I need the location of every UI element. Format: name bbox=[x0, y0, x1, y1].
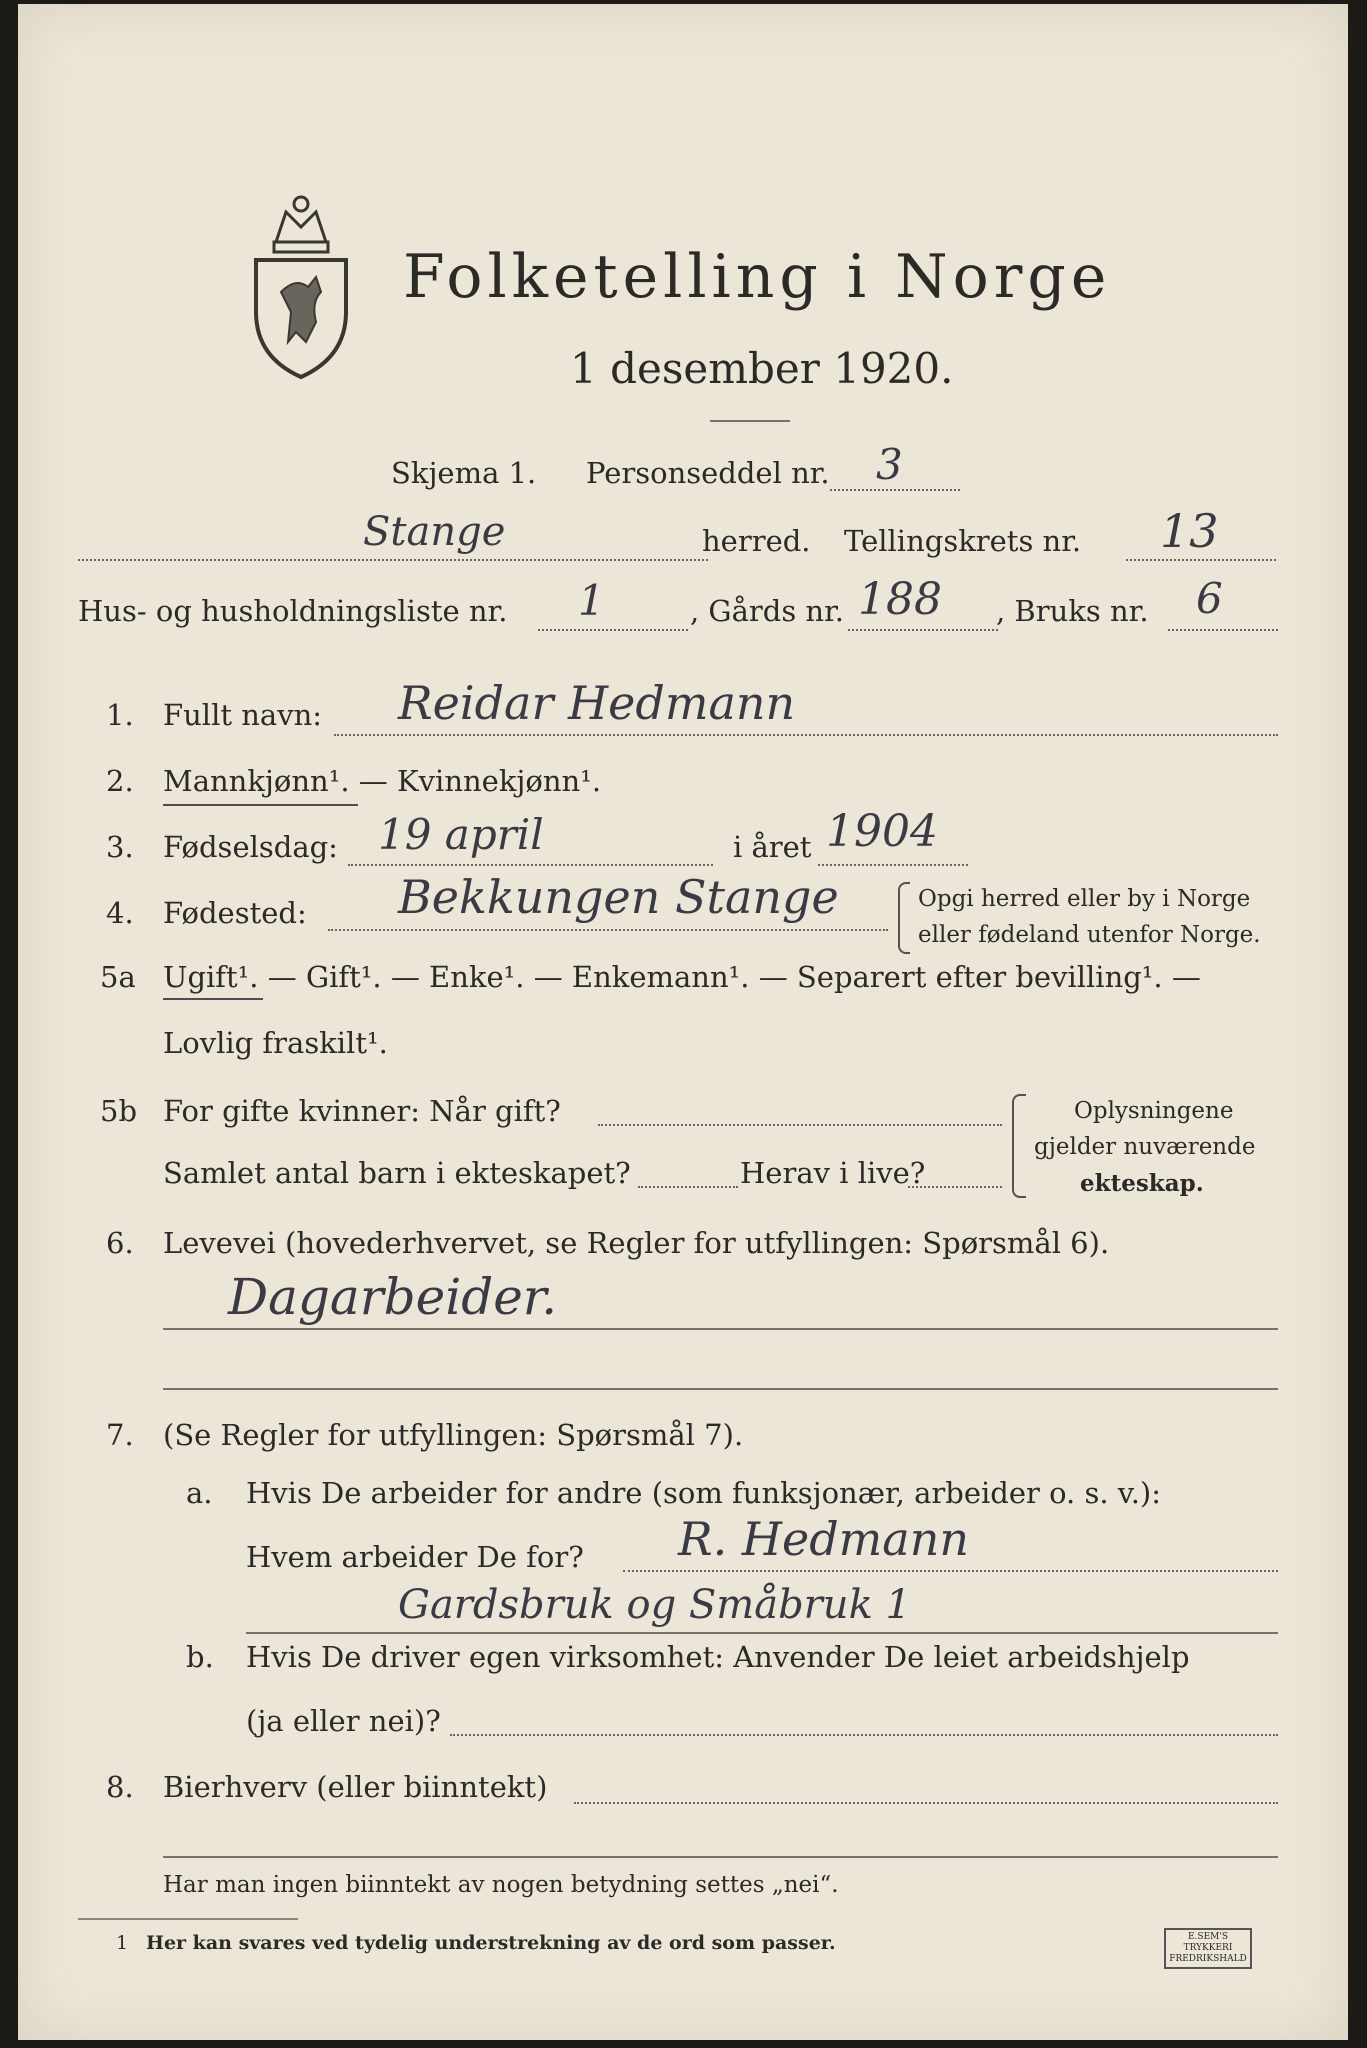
q4-value: Bekkungen Stange bbox=[398, 870, 839, 924]
q1-label: Fullt navn: bbox=[163, 698, 323, 732]
q7-number: 7. bbox=[106, 1418, 134, 1452]
personseddel-value: 3 bbox=[876, 440, 903, 489]
herred-label: herred. bbox=[702, 524, 811, 558]
bruks-value: 6 bbox=[1196, 574, 1223, 623]
gards-label: , Gårds nr. bbox=[690, 594, 844, 628]
q4-note-1: Opgi herred eller by i Norge bbox=[918, 886, 1251, 912]
q5b-label: For gifte kvinner: Når gift? bbox=[163, 1094, 561, 1128]
q1-value: Reidar Hedmann bbox=[398, 676, 796, 730]
tellingskrets-value: 13 bbox=[1160, 504, 1219, 558]
q8-line-2 bbox=[163, 1856, 1278, 1858]
q7b-label: Hvis De driver egen virksomhet: Anvender De leiet arbeidshjelp bbox=[246, 1640, 1190, 1674]
q3-number: 3. bbox=[106, 830, 134, 864]
q7a-line-2 bbox=[246, 1632, 1278, 1634]
q8-number: 8. bbox=[106, 1770, 134, 1804]
q7-label: (Se Regler for utfyllingen: Spørsmål 7). bbox=[163, 1418, 744, 1452]
gards-value: 188 bbox=[858, 574, 942, 625]
skjema-label: Skjema 1. bbox=[391, 456, 537, 490]
printer-stamp-line-1: E.SEM'S TRYKKERI bbox=[1183, 1932, 1233, 1953]
q7a-value-2: Gardsbruk og Småbruk 1 bbox=[398, 1582, 911, 1628]
q2-text: Mannkjønn¹. — Kvinnekjønn¹. bbox=[163, 764, 602, 798]
q5a-text-2: Lovlig fraskilt¹. bbox=[163, 1026, 388, 1060]
personseddel-label: Personseddel nr. bbox=[586, 456, 830, 490]
footnote-number: 1 bbox=[116, 1932, 129, 1954]
q5b-line-2 bbox=[638, 1186, 738, 1188]
q6-value: Dagarbeider. bbox=[228, 1268, 558, 1326]
norway-coat-of-arms-icon bbox=[246, 182, 356, 382]
q8-label: Bierhverv (eller biinntekt) bbox=[163, 1770, 548, 1804]
hus-line bbox=[538, 629, 688, 631]
q6-line bbox=[163, 1328, 1278, 1330]
title-divider bbox=[710, 420, 790, 422]
q2-underline bbox=[163, 804, 358, 806]
q5b-label-2: Samlet antal barn i ekteskapet? bbox=[163, 1156, 631, 1190]
hus-value: 1 bbox=[578, 576, 605, 625]
q7b-number: b. bbox=[186, 1640, 214, 1674]
q7a-line bbox=[623, 1570, 1278, 1572]
q6-label: Levevei (hovederhvervet, se Regler for utfyllingen: Spørsmål 6). bbox=[163, 1226, 1110, 1260]
census-form bbox=[18, 4, 1348, 2040]
q3-year-label: i året bbox=[733, 830, 812, 864]
q3-year-value: 1904 bbox=[826, 806, 938, 857]
q5a-text: Ugift¹. — Gift¹. — Enke¹. — Enkemann¹. — Separert efter bevilling¹. — bbox=[163, 960, 1201, 994]
q3-label: Fødselsdag: bbox=[163, 830, 338, 864]
gards-line bbox=[848, 629, 998, 631]
q5a-underline bbox=[163, 998, 263, 1000]
tellingskrets-label: Tellingskrets nr. bbox=[844, 524, 1082, 558]
q3-year-line bbox=[818, 864, 968, 866]
q7a-label-2: Hvem arbeider De for? bbox=[246, 1540, 584, 1574]
q4-note-2: eller fødeland utenfor Norge. bbox=[918, 922, 1261, 948]
q5a-number: 5a bbox=[100, 960, 136, 994]
q5b-note-1: Oplysningene bbox=[1074, 1098, 1234, 1124]
bruks-line bbox=[1168, 629, 1278, 631]
q7b-label-2: (ja eller nei)? bbox=[246, 1704, 441, 1738]
hus-label: Hus- og husholdningsliste nr. bbox=[78, 594, 508, 628]
q4-number: 4. bbox=[106, 896, 134, 930]
footer-note: Har man ingen biinntekt av nogen betydning settes „nei“. bbox=[163, 1872, 839, 1898]
q7a-number: a. bbox=[186, 1476, 213, 1510]
q1-number: 1. bbox=[106, 698, 134, 732]
census-date: 1 desember 1920. bbox=[570, 344, 954, 393]
q5b-line-3 bbox=[908, 1186, 1002, 1188]
q3-value: 19 april bbox=[378, 810, 544, 859]
tellingskrets-line bbox=[1126, 559, 1276, 561]
personseddel-line bbox=[830, 489, 960, 491]
q6-line-2 bbox=[163, 1388, 1278, 1390]
q5b-brace bbox=[1012, 1094, 1026, 1198]
q4-label: Fødested: bbox=[163, 896, 307, 930]
footnote-divider bbox=[78, 1918, 298, 1920]
q6-number: 6. bbox=[106, 1226, 134, 1260]
printer-stamp bbox=[1164, 1928, 1252, 1969]
q5b-number: 5b bbox=[100, 1094, 138, 1128]
q4-line bbox=[328, 929, 888, 931]
q7a-label: Hvis De arbeider for andre (som funksjonær, arbeider o. s. v.): bbox=[246, 1476, 1162, 1510]
q5b-label-3: Herav i live? bbox=[740, 1156, 926, 1190]
q5b-note-3: ekteskap. bbox=[1080, 1170, 1204, 1197]
q5b-note-2: gjelder nuværende bbox=[1034, 1134, 1256, 1160]
q2-number: 2. bbox=[106, 764, 134, 798]
footnote-text: Her kan svares ved tydelig understrekning av de ord som passer. bbox=[146, 1932, 836, 1954]
q8-line bbox=[574, 1802, 1278, 1804]
q1-line bbox=[334, 734, 1278, 736]
form-title: Folketelling i Norge bbox=[403, 242, 1112, 312]
herred-line bbox=[78, 559, 708, 561]
q3-line bbox=[348, 864, 713, 866]
q7b-line bbox=[450, 1734, 1278, 1736]
q4-brace bbox=[898, 882, 910, 954]
q7a-value: R. Hedmann bbox=[678, 1512, 969, 1566]
q5b-line bbox=[598, 1124, 1002, 1126]
bruks-label: , Bruks nr. bbox=[996, 594, 1149, 628]
printer-stamp-line-2: FREDRIKSHALD bbox=[1169, 1954, 1247, 1964]
herred-value: Stange bbox=[363, 509, 506, 555]
